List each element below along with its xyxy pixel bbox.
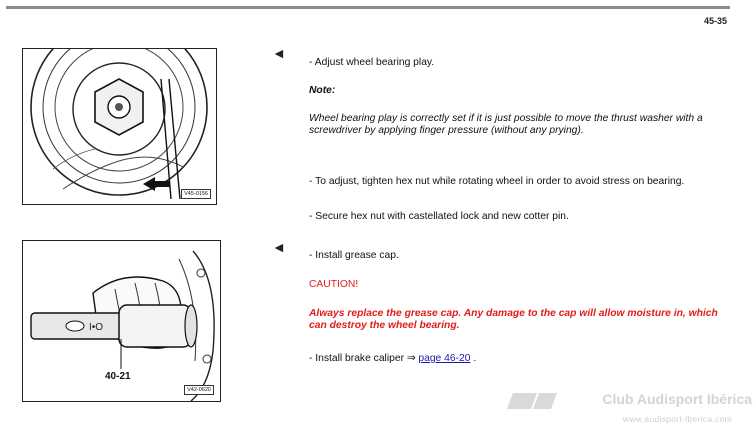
step-install-caliper: [309, 353, 476, 365]
caution-text: Always replace the grease cap. Any damage to the cap will allow moisture in, which can destroy the wheel bearing.: [309, 308, 718, 332]
step-install-cap: - Install grease cap.: [309, 250, 399, 261]
figure-code: V42-0620: [184, 385, 214, 395]
note-label: Note:: [309, 85, 336, 96]
figure-grease-cap: [22, 240, 221, 402]
watermark-name: Club Audisport Ibérica: [602, 391, 752, 407]
figure-code: V45-0156: [181, 189, 211, 199]
pointer-arrow-icon: ◄: [272, 239, 286, 255]
page-link[interactable]: page 46-20: [418, 353, 471, 364]
step-adjust-play: - Adjust wheel bearing play.: [309, 57, 435, 68]
brand-logo-icon: [507, 393, 557, 409]
watermark-url: www.audisport-iberica.com: [622, 414, 732, 424]
pointer-arrow-icon: ◄: [272, 45, 286, 61]
step-secure-nut: - Secure hex nut with castellated lock and new cotter pin.: [309, 211, 569, 222]
step-caliper-suffix: .: [473, 353, 477, 364]
figure-callout: 40-21: [105, 371, 131, 382]
step-caliper-text: - Install brake caliper ⇒: [309, 353, 416, 364]
svg-text:I•O: I•O: [89, 322, 104, 333]
header-rule: [6, 6, 730, 9]
hub-illustration: [23, 49, 216, 204]
caution-label: CAUTION!: [309, 279, 359, 290]
step-tighten-nut: - To adjust, tighten hex nut while rotating wheel in order to avoid stress on bearing.: [309, 176, 685, 187]
figure-hex-nut: [22, 48, 217, 205]
note-text: Wheel bearing play is correctly set if it is just possible to move the thrust washer with a screwdriver by applying finger pressure (without any prying).: [309, 113, 703, 137]
page-number: 45-35: [703, 16, 727, 26]
